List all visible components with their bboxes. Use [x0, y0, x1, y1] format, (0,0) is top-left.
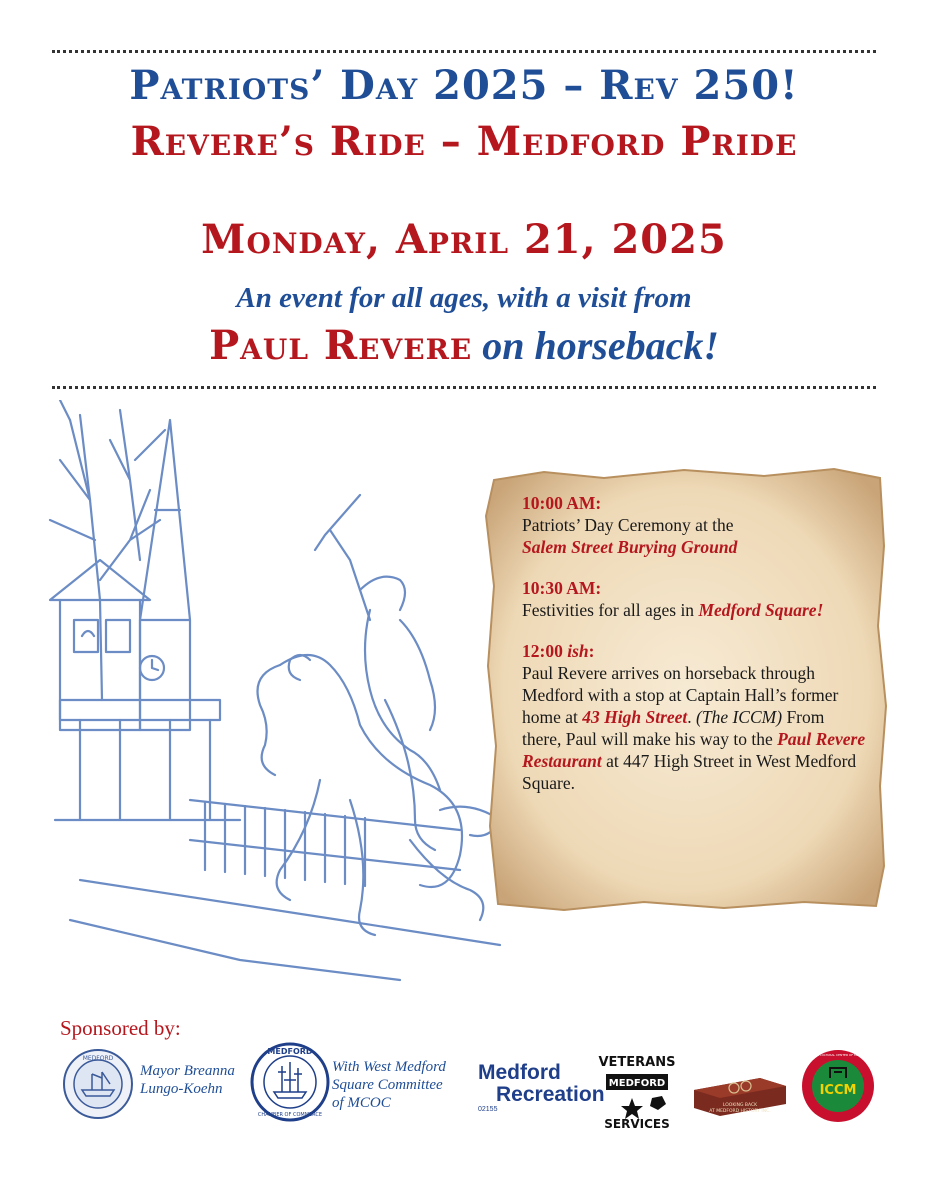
recreation-line1: Medford	[478, 1061, 561, 1084]
schedule-place: Medford Square!	[698, 600, 824, 620]
iccm-note: (The ICCM)	[696, 707, 783, 727]
top-divider	[52, 50, 876, 53]
chamber-logo-bottom-text: CHAMBER OF COMMERCE	[257, 1112, 323, 1118]
time-suffix: ish	[567, 641, 589, 661]
veterans-services-logo	[592, 1048, 682, 1130]
headline-reveres-ride: Revere’s Ride – Medford Pride	[130, 118, 798, 165]
schedule-description	[522, 662, 868, 794]
paul-revere-line	[0, 322, 928, 369]
iccm-label: ICCM	[819, 1083, 857, 1098]
schedule-description: Patriots’ Day Ceremony at the	[522, 515, 734, 535]
paul-revere-sketch-illustration	[40, 400, 520, 990]
on-horseback: on horseback!	[482, 323, 719, 368]
schedule-text: Paul Revere arrives on horseback through Medford with a stop at Captain Hall’s former home at	[522, 663, 839, 727]
history-line2: AT MEDFORD HISTORY INC.	[709, 1109, 771, 1114]
schedule-time: 10:30 AM:	[522, 578, 602, 598]
headline-patriots-day: Patriots’ Day 2025 – Rev 250!	[129, 62, 799, 109]
veterans-top-text: VETERANS	[598, 1055, 676, 1070]
schedule-time	[522, 640, 868, 662]
mayor-sponsor-text: Mayor Breanna Lungo-Koehn	[140, 1063, 235, 1097]
schedule-place: Paul Revere Restaurant	[522, 729, 866, 771]
veterans-mid-text: MEDFORD	[608, 1078, 666, 1089]
chamber-sponsor-text: With West Medford Square Committee of MCOC	[332, 1059, 446, 1111]
history-line1: LOOKING BACK	[722, 1103, 758, 1108]
tagline: An event for all ages, with a visit from	[236, 282, 692, 314]
recreation-zip: 02155	[478, 1106, 498, 1113]
event-schedule	[522, 492, 868, 813]
time-main: 12:00	[522, 641, 563, 661]
schedule-time: 10:00 AM:	[522, 493, 602, 513]
schedule-item	[522, 640, 868, 794]
schedule-text: at 447 High Street in West Medford Square.	[522, 751, 857, 793]
event-date: Monday, April 21, 2025	[201, 216, 727, 263]
veterans-bottom-text: SERVICES	[604, 1117, 670, 1130]
medford-history-book-logo	[690, 1070, 790, 1120]
iccm-logo	[800, 1048, 876, 1124]
schedule-text: Festivities for all ages in	[522, 600, 695, 620]
seal-text: MEDFORD	[82, 1055, 114, 1062]
schedule-text: From there, Paul will make his way to the	[522, 707, 825, 749]
schedule-item	[522, 492, 868, 558]
schedule-description	[522, 599, 868, 621]
paul-revere-name: Paul Revere	[209, 322, 473, 369]
sponsored-by-label: Sponsored by:	[60, 1016, 181, 1040]
schedule-place: 43 High Street	[582, 707, 688, 727]
schedule-place: Salem Street Burying Ground	[522, 537, 738, 557]
medford-chamber-of-commerce-logo	[250, 1042, 330, 1122]
time-colon: :	[588, 641, 595, 661]
schedule-text: .	[687, 707, 697, 727]
recreation-line2: Recreation	[496, 1083, 605, 1106]
bottom-divider	[52, 386, 876, 389]
iccm-ring-text: ISLAMIC CULTURAL CENTER OF MEDFORD	[806, 1053, 870, 1057]
medford-recreation-logo	[478, 1061, 605, 1114]
chamber-logo-top-text: MEDFORD	[267, 1047, 313, 1056]
schedule-item	[522, 577, 868, 621]
city-of-medford-seal-logo	[62, 1048, 134, 1120]
